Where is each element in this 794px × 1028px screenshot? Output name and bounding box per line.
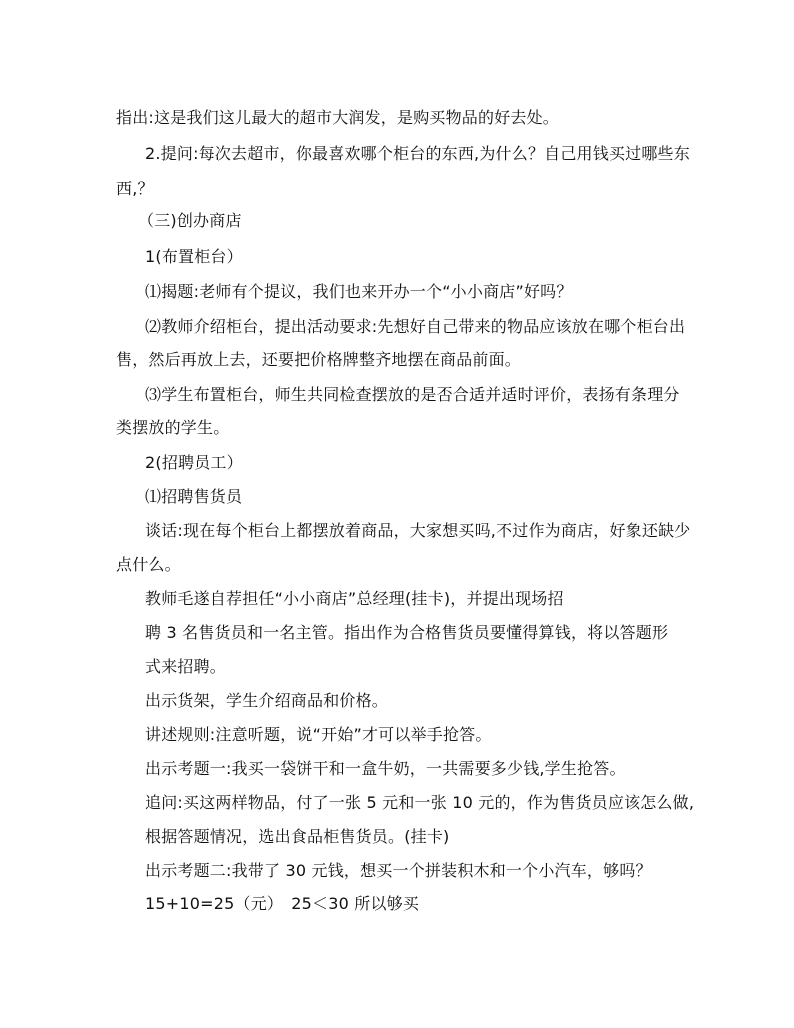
paragraph-line: 售，然后再放上去，还要把价格牌整齐地摆在商品前面。 (116, 350, 522, 369)
subsection-heading: 2(招聘员工） (145, 453, 243, 472)
paragraph-line: ⑶学生布置柜台，师生共同检查摆放的是否合适并适时评价，表扬有条理分 (145, 385, 680, 404)
paragraph-line: 追问:买这两样物品，付了一张 5 元和一张 10 元的，作为售货员应该怎么做, (145, 793, 695, 812)
paragraph-line: 西,？ (116, 179, 154, 198)
paragraph-line: 点什么。 (116, 555, 181, 574)
paragraph-line: 教师毛遂自荐担任“小小商店”总经理(挂卡)，并提出现场招 (145, 589, 564, 608)
paragraph-line: 聘 3 名售货员和一名主管。指出作为合格售货员要懂得算钱，将以答题形 (145, 623, 669, 642)
subsection-heading: 1(布置柜台） (145, 247, 243, 266)
paragraph-line: 出示货架，学生介绍商品和价格。 (145, 691, 389, 710)
paragraph-line: ⑴招聘售货员 (145, 487, 243, 506)
paragraph-line: 出示考题一:我买一袋饼干和一盒牛奶，一共需要多少钱,学生抢答。 (145, 759, 626, 778)
paragraph-line: 谈话:现在每个柜台上都摆放着商品，大家想买吗,不过作为商店，好象还缺少 (145, 521, 691, 540)
paragraph-line: ⑵教师介绍柜台，提出活动要求:先想好自己带来的物品应该放在哪个柜台出 (145, 317, 686, 336)
paragraph-line: ⑴揭题:老师有个提议，我们也来开办一个“小小商店”好吗？ (145, 282, 573, 301)
paragraph-line: 讲述规则:注意听题，说“开始”才可以举手抢答。 (145, 725, 492, 744)
paragraph-line: 15+10=25（元） 25＜30 所以够买 (145, 894, 420, 913)
paragraph-line: 出示考题二:我带了 30 元钱，想买一个拼装积木和一个小汽车，够吗？ (145, 861, 652, 880)
paragraph-line: 式来招聘。 (145, 657, 227, 676)
paragraph-line: 类摆放的学生。 (116, 418, 230, 437)
paragraph-line: 2.提问:每次去超市，你最喜欢哪个柜台的东西,为什么？自己用钱买过哪些东 (145, 144, 690, 163)
paragraph-line: 指出:这是我们这儿最大的超市大润发，是购买物品的好去处。 (116, 108, 559, 127)
section-heading: （三)创办商店 (138, 211, 242, 230)
paragraph-line: 根据答题情况，选出食品柜售货员。(挂卡) (145, 827, 450, 846)
